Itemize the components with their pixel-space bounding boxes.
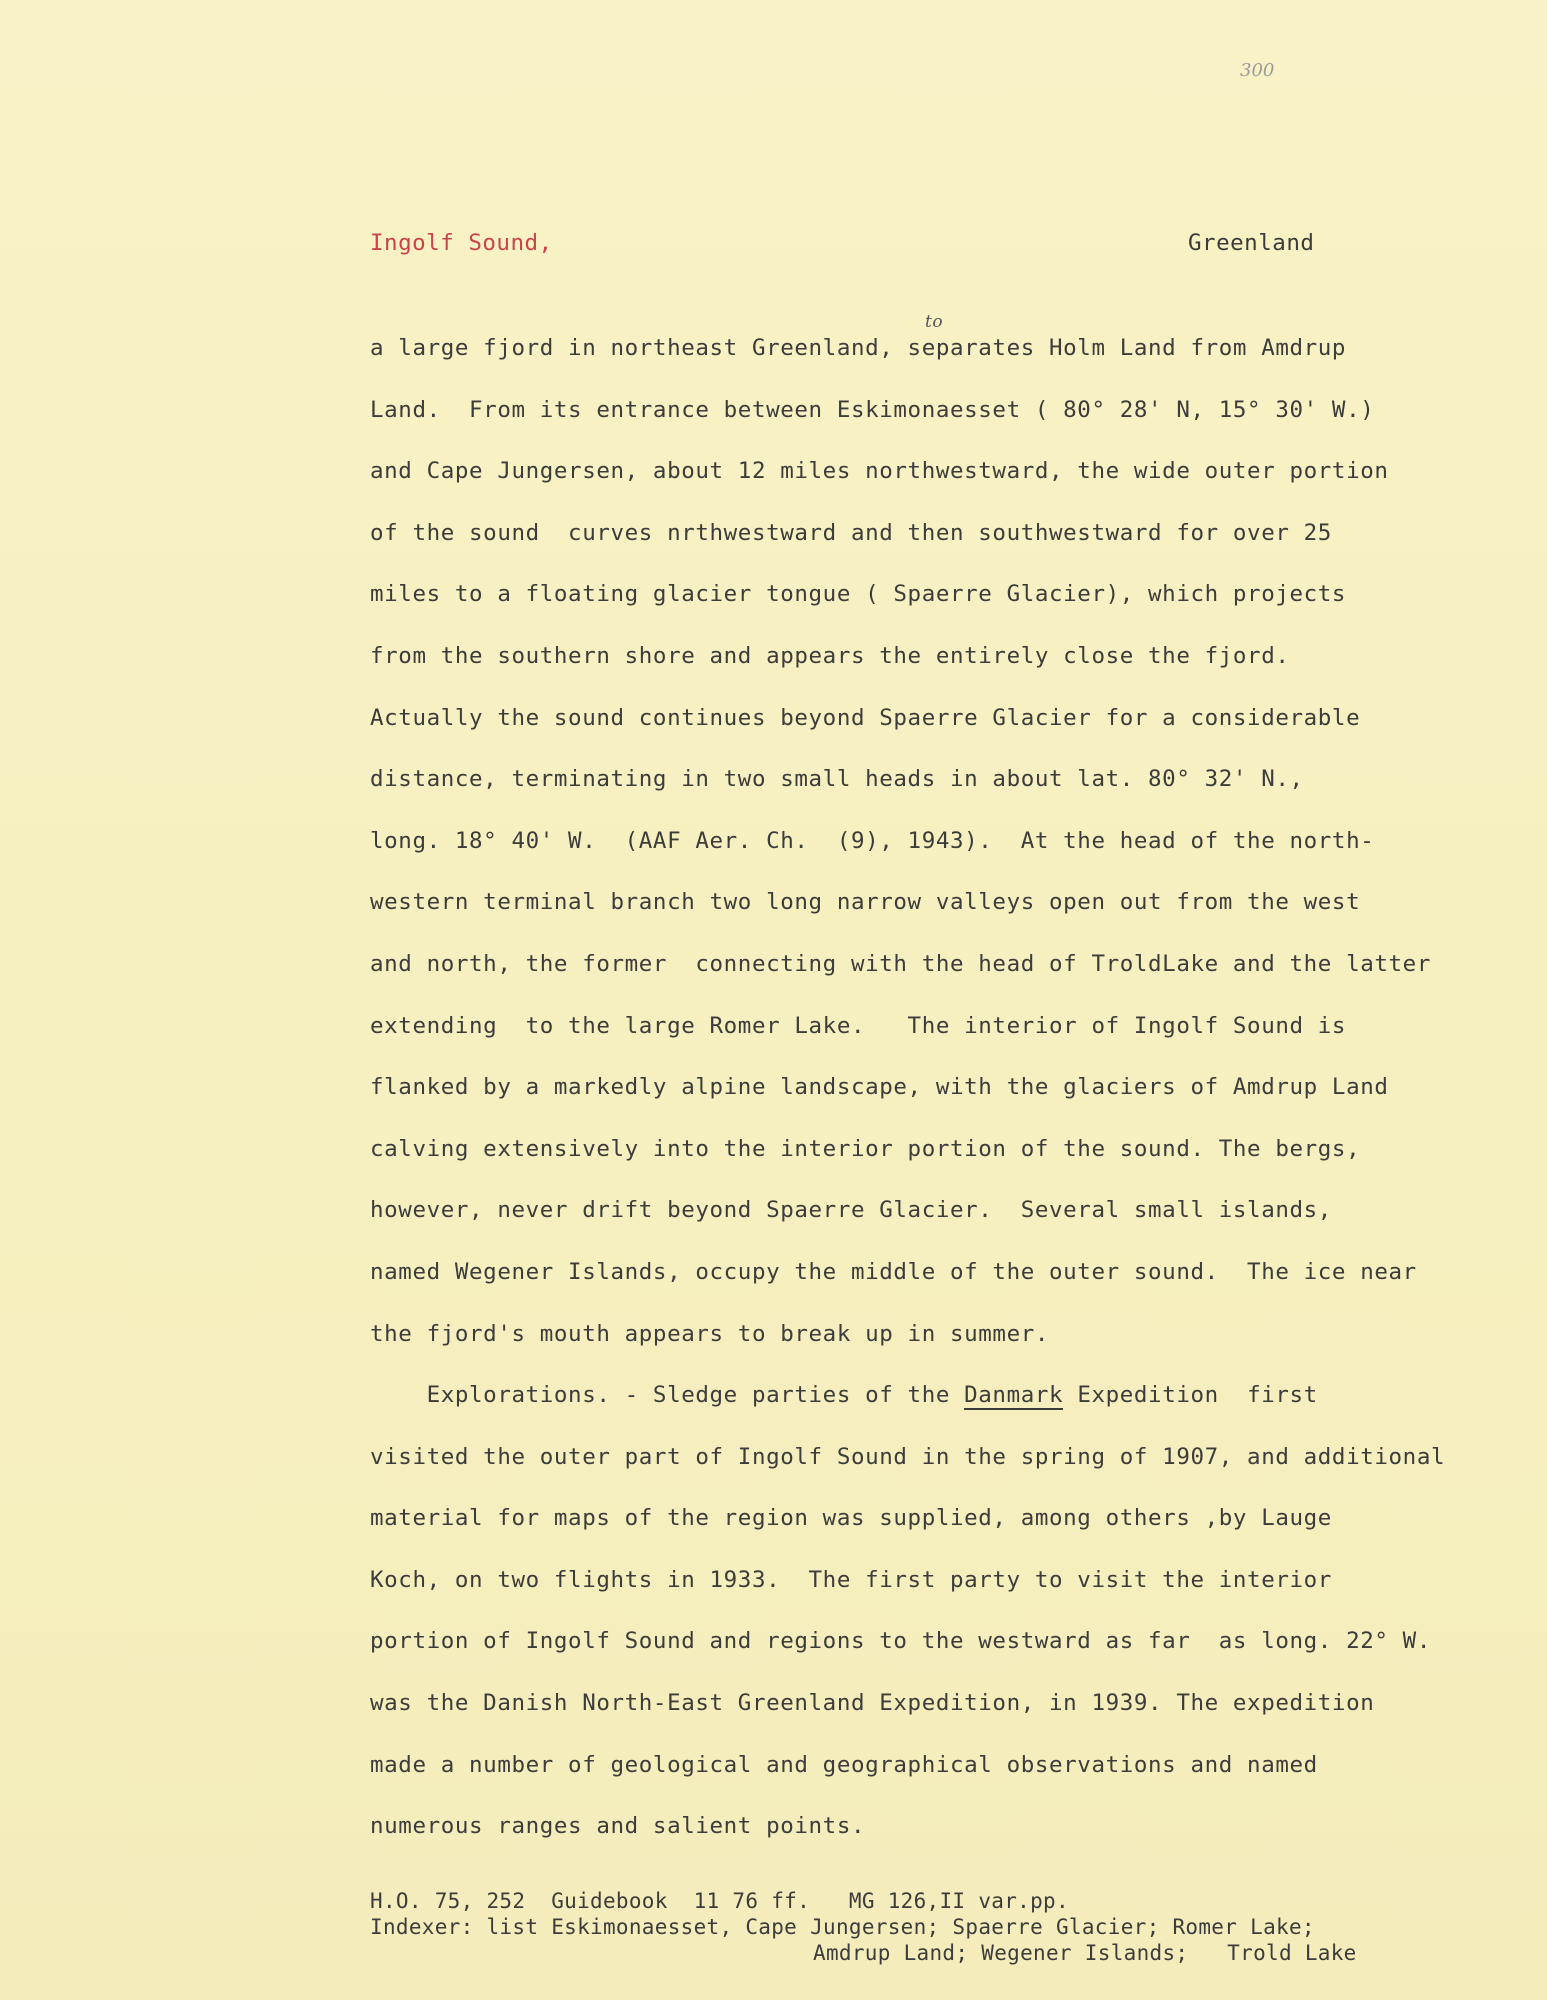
underlined-expedition-name: Danmark [964,1382,1064,1409]
body-line: western terminal branch two long narrow valleys open out from the west [370,889,1361,916]
body-line: material for maps of the region was supplied, among others ,by Lauge [370,1505,1332,1532]
body-line: however, never drift beyond Spaerre Glacier. Several small islands, [370,1197,1332,1224]
body-line: miles to a floating glacier tongue ( Spaerre Glacier), which projects [370,581,1347,608]
entry-body [370,312,1540,1858]
body-line: distance, terminating in two small heads in about lat. 80° 32' N., [370,766,1304,793]
body-line: of the sound curves nrthwestward and then southwestward for over 25 [370,519,1332,546]
body-line: numerous ranges and salient points. [370,1813,866,1840]
body-line: and north, the former connecting with the head of TroldLake and the latter [370,950,1431,977]
explorations-text: Explorations. - Sledge parties of the [370,1382,965,1409]
body-line: long. 18° 40' W. (AAF Aer. Ch. (9), 1943). At the head of the north- [370,827,1375,854]
indexer-line-cont: Amdrup Land; Wegener Islands; Trold Lake [813,1941,1357,1965]
body-line: the fjord's mouth appears to break up in summer. [370,1320,1050,1347]
body-line: flanked by a markedly alpine landscape, with the glaciers of Amdrup Land [370,1074,1389,1101]
entry-region: Greenland [1188,230,1315,256]
explorations-heading-line [370,1365,1540,1427]
body-line: Land. From its entrance between Eskimonaesset ( 80° 28' N, 15° 30' W.) [370,396,1375,423]
page-number: 300 [1240,60,1275,81]
handwritten-annotation: to [925,312,944,332]
body-line: was the Danish North-East Greenland Expedition, in 1939. The expedition [370,1690,1375,1717]
body-line: named Wegener Islands, occupy the middle of the outer sound. The ice near [370,1258,1417,1285]
references-footer [370,1888,1540,1966]
body-line: Actually the sound continues beyond Spaerre Glacier for a considerable [370,704,1361,731]
sources-line: H.O. 75, 252 Guidebook 11 76 ff. MG 126,II var.pp. [370,1889,1069,1913]
body-line: Koch, on two flights in 1933. The first party to visit the interior [370,1566,1332,1593]
body-line: made a number of geological and geographical observations and named [370,1751,1318,1778]
body-line: portion of Ingolf Sound and regions to the westward as far as long. 22° W. [370,1628,1431,1655]
explorations-text-cont: Expedition first [1063,1382,1318,1409]
entry-title: Ingolf Sound, [370,230,553,256]
indexer-line: Indexer: list Eskimonaesset, Cape Jungersen; Spaerre Glacier; Romer Lake; [370,1915,1315,1939]
body-line-text: from the southern shore and appears the entirely close the fjord. [370,642,1290,669]
body-line: extending to the large Romer Lake. The interior of Ingolf Sound is [370,1012,1347,1039]
body-line: calving extensively into the interior portion of the sound. The bergs, [370,1135,1361,1162]
body-line: and Cape Jungersen, about 12 miles northwestward, the wide outer portion [370,458,1389,485]
body-line: visited the outer part of Ingolf Sound in the spring of 1907, and additional [370,1443,1446,1470]
body-line: a large fjord in northeast Greenland, separates Holm Land from Amdrup [370,335,1347,361]
